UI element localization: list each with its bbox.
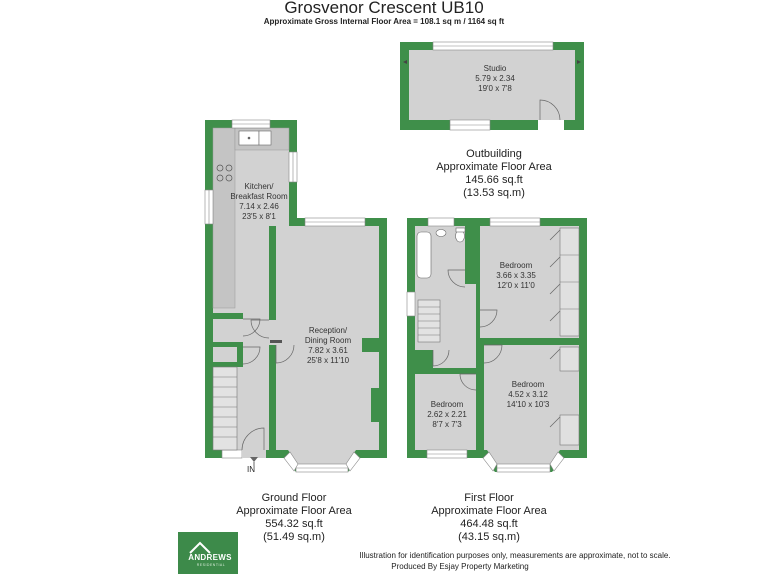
room-metric: 7.14 x 2.46 <box>239 202 279 211</box>
ground-floor-area-block <box>214 492 374 544</box>
plan-title: Grosvenor Crescent UB10 <box>284 0 484 17</box>
area-subheading: Approximate Floor Area <box>236 505 352 517</box>
area-heading: First Floor <box>464 492 514 504</box>
room-label-reception <box>292 326 364 366</box>
room-imperial: 8'7 x 7'3 <box>432 420 462 429</box>
room-metric: 5.79 x 2.34 <box>475 74 515 83</box>
logo-name: ANDREWS <box>188 553 232 562</box>
room-name: Kitchen/ <box>244 182 274 191</box>
logo-subtext: RESIDENTIAL <box>196 563 226 567</box>
area-sqft: 464.48 sq.ft <box>460 518 518 530</box>
entrance-label: IN <box>247 465 255 474</box>
area-sqm: (43.15 sq.m) <box>458 531 520 543</box>
area-sqft: 554.32 sq.ft <box>265 518 323 530</box>
room-label-bedroom-3 <box>420 400 474 430</box>
room-name: Bedroom <box>430 400 464 409</box>
logo-roof-icon <box>188 540 212 554</box>
area-sqm: (51.49 sq.m) <box>263 531 325 543</box>
area-subheading: Approximate Floor Area <box>431 505 547 517</box>
room-label-kitchen <box>226 182 292 222</box>
room-name: Bedroom <box>511 380 545 389</box>
first-floor-plan <box>407 218 587 472</box>
area-heading: Ground Floor <box>261 492 327 504</box>
room-label-bedroom-2 <box>495 380 561 410</box>
area-heading: Outbuilding <box>466 148 522 160</box>
producer-credit: Produced By Esjay Property Marketing <box>391 562 529 571</box>
room-label-studio <box>460 64 530 94</box>
outbuilding-area-block <box>414 148 574 200</box>
room-name-line2: Dining Room <box>304 336 352 345</box>
ground-floor-plan <box>205 120 387 472</box>
room-metric: 2.62 x 2.21 <box>427 410 467 419</box>
plan-subtitle: Approximate Gross Internal Floor Area = 108.1 sq m / 1164 sq ft <box>263 17 505 26</box>
room-imperial: 23'5 x 8'1 <box>242 212 276 221</box>
room-name: Bedroom <box>499 261 533 270</box>
room-metric: 4.52 x 3.12 <box>508 390 548 399</box>
room-name: Reception/ <box>308 326 348 335</box>
room-imperial: 14'10 x 10'3 <box>506 400 550 409</box>
room-imperial: 25'8 x 11'10 <box>306 356 350 365</box>
room-name-line2: Breakfast Room <box>230 192 288 201</box>
room-imperial: 19'0 x 7'8 <box>478 84 512 93</box>
room-name: Studio <box>483 64 507 73</box>
area-sqm: (13.53 sq.m) <box>463 187 525 199</box>
area-sqft: 145.66 sq.ft <box>465 174 523 186</box>
area-subheading: Approximate Floor Area <box>436 161 552 173</box>
room-metric: 3.66 x 3.35 <box>496 271 536 280</box>
disclaimer-text: Illustration for identification purposes only, measurements are approximate, not to scale. <box>359 551 671 560</box>
room-imperial: 12'0 x 11'0 <box>497 281 535 290</box>
room-label-bedroom-1 <box>485 261 547 291</box>
room-metric: 7.82 x 3.61 <box>308 346 348 355</box>
first-floor-area-block <box>409 492 569 544</box>
